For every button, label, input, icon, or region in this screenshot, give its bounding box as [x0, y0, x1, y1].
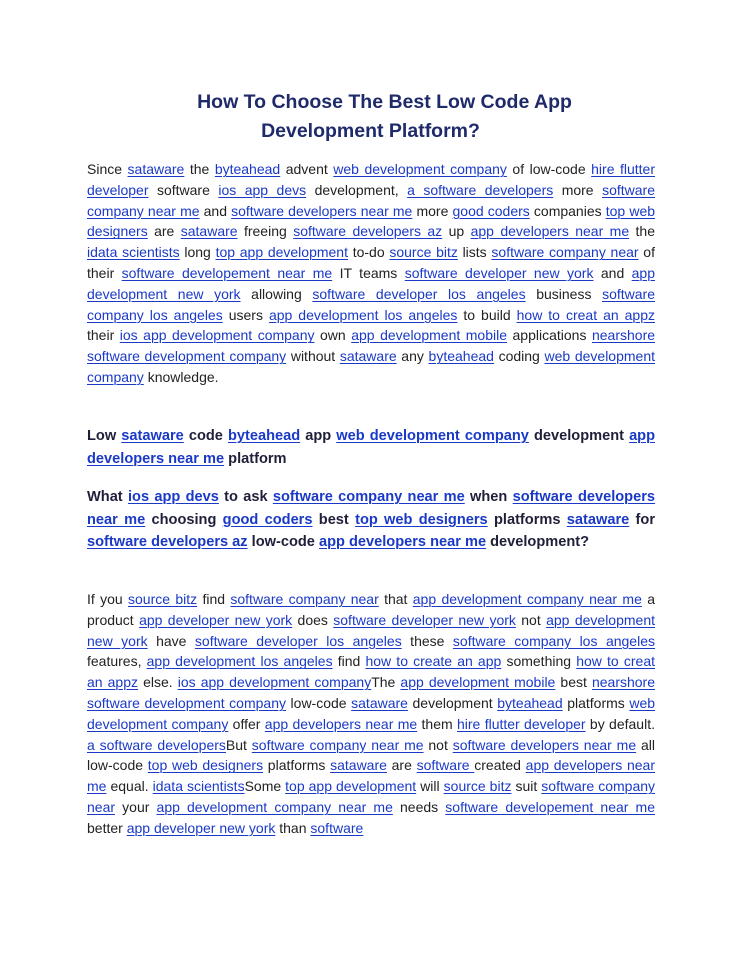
text-run: better	[87, 819, 127, 836]
text-run: else.	[138, 674, 178, 691]
inline-link[interactable]: software developers az	[293, 223, 443, 240]
text-run: What	[87, 489, 128, 505]
text-run: applications	[507, 327, 592, 344]
inline-link[interactable]: how to creat an appz	[516, 306, 655, 323]
inline-link[interactable]: byteahead	[428, 348, 494, 365]
inline-link[interactable]: software company near me	[87, 181, 655, 219]
inline-link[interactable]: web development company	[87, 348, 655, 385]
inline-link[interactable]: how to create an app	[365, 653, 502, 670]
section-heading-what-to-ask	[87, 486, 655, 554]
body-paragraph-2	[87, 589, 655, 839]
text-run: and	[199, 202, 232, 219]
text-run: are	[147, 223, 181, 240]
inline-link[interactable]: app development mobile	[351, 327, 508, 344]
text-run: platforms	[487, 511, 567, 528]
text-run: all low-code	[87, 736, 656, 774]
text-run: development,	[306, 181, 408, 198]
text-run: the	[629, 223, 655, 240]
text-run: will	[416, 778, 444, 795]
inline-link[interactable]: ios app devs	[218, 181, 307, 198]
text-run: any	[396, 348, 429, 365]
text-run: IT teams	[332, 264, 405, 281]
text-run: best	[555, 674, 592, 691]
text-run: choosing	[145, 511, 223, 528]
inline-link[interactable]: sataware	[330, 757, 387, 774]
inline-link[interactable]: software developement near me	[445, 798, 656, 815]
text-run: Low	[87, 428, 122, 444]
text-run: than	[275, 819, 311, 836]
inline-link[interactable]: sataware	[566, 511, 630, 528]
text-run: their	[87, 327, 120, 344]
inline-link[interactable]: app development los angeles	[268, 306, 458, 323]
inline-link[interactable]: nearshore software development company	[87, 674, 656, 711]
inline-link[interactable]: app development new york	[87, 264, 655, 302]
text-run: But	[225, 736, 252, 753]
inline-link[interactable]: app development los angeles	[146, 653, 333, 670]
text-run: offer	[228, 715, 265, 732]
inline-link[interactable]: how to creat an appz	[87, 653, 655, 691]
text-run: If you	[87, 591, 128, 607]
inline-link[interactable]: top web designers	[355, 511, 488, 528]
text-run: created	[474, 757, 526, 774]
text-run: companies	[529, 202, 606, 219]
inline-link[interactable]: software developer los angeles	[194, 632, 402, 649]
text-run: them	[417, 715, 457, 732]
inline-link[interactable]: software	[416, 757, 475, 774]
inline-link[interactable]: software company near me	[251, 736, 424, 753]
text-run: platforms	[562, 694, 630, 711]
text-run: without	[286, 348, 340, 365]
inline-link[interactable]: software developer new york	[404, 264, 594, 281]
inline-link[interactable]: hire flutter developer	[457, 715, 586, 732]
text-run: Some	[244, 778, 286, 795]
inline-link[interactable]: app developers near me	[87, 428, 656, 467]
text-run: needs	[392, 798, 446, 815]
text-run: features,	[87, 653, 147, 670]
inline-link[interactable]: good coders	[452, 202, 530, 219]
inline-link[interactable]: software developers az	[87, 534, 248, 550]
text-run: find	[332, 653, 366, 670]
inline-link[interactable]: ios app development company	[119, 327, 315, 344]
inline-link[interactable]: software developement near me	[121, 264, 333, 281]
text-run: development?	[486, 534, 590, 550]
inline-link[interactable]: web development company	[87, 694, 656, 732]
text-run: knowledge.	[143, 368, 219, 385]
inline-link[interactable]: app developers near me	[264, 715, 418, 732]
text-run: to build	[457, 306, 517, 323]
inline-link[interactable]: software company near	[230, 591, 379, 607]
inline-link[interactable]: software developer los angeles	[312, 285, 526, 302]
section-heading-low-code	[87, 425, 655, 470]
inline-link[interactable]: ios app development company	[177, 674, 372, 691]
text-run: allowing	[240, 285, 313, 302]
inline-link[interactable]: app development new york	[87, 611, 656, 649]
inline-link[interactable]: sataware	[127, 161, 185, 177]
inline-link[interactable]: byteahead	[497, 694, 563, 711]
inline-link[interactable]: sataware	[121, 428, 184, 444]
text-run: equal.	[106, 778, 153, 795]
text-run: low-code	[286, 694, 352, 711]
text-run: long	[179, 244, 216, 261]
text-run: a product	[87, 591, 655, 628]
text-run: business	[525, 285, 603, 302]
inline-link[interactable]: top web designers	[87, 202, 656, 240]
intro-paragraph	[87, 159, 655, 388]
inline-link[interactable]: web development company	[336, 428, 529, 444]
inline-link[interactable]: good coders	[222, 511, 313, 528]
inline-link[interactable]: app development mobile	[400, 674, 556, 691]
inline-link[interactable]: software developers near me	[87, 489, 656, 528]
inline-link[interactable]: software company los angeles	[452, 632, 655, 649]
inline-link[interactable]: top web designers	[147, 757, 264, 774]
text-run: to-do	[347, 244, 390, 261]
text-run: not	[515, 611, 547, 628]
text-run: freeing	[237, 223, 294, 240]
text-run: to ask	[218, 489, 273, 505]
inline-link[interactable]: sataware	[339, 348, 397, 365]
inline-link[interactable]: top app development	[215, 244, 348, 261]
text-run: for	[629, 511, 655, 528]
inline-link[interactable]: sataware	[180, 223, 238, 240]
text-run: software	[148, 181, 219, 198]
inline-link[interactable]: app development company near me	[412, 591, 642, 607]
inline-link[interactable]: byteahead	[214, 161, 281, 177]
title-line-2: Development Platform?	[261, 120, 480, 142]
text-run: development	[528, 428, 630, 444]
inline-link[interactable]: nearshore software development company	[87, 327, 656, 365]
text-run: does	[292, 611, 334, 628]
inline-link[interactable]: software company near me	[272, 489, 465, 505]
text-run: find	[197, 591, 231, 607]
inline-link[interactable]: source bitz	[443, 778, 512, 795]
inline-link[interactable]: idata scientists	[152, 778, 245, 795]
text-run: of their	[87, 244, 655, 281]
text-run: platform	[224, 450, 287, 467]
text-run: more	[553, 181, 603, 198]
inline-link[interactable]: app development company near me	[156, 798, 393, 815]
text-run: something	[501, 653, 577, 670]
text-run: that	[378, 591, 413, 607]
text-run: suit	[511, 778, 542, 795]
text-run: have	[147, 632, 195, 649]
text-run: are	[386, 757, 417, 774]
text-run: The	[371, 674, 401, 691]
text-run: Since	[87, 161, 128, 177]
inline-link[interactable]: software developers near me	[231, 202, 413, 219]
inline-link[interactable]: app developers near me	[318, 534, 487, 550]
text-run: app	[300, 428, 337, 444]
inline-link[interactable]: web development company	[333, 161, 507, 177]
inline-link[interactable]: software company near	[491, 244, 639, 261]
text-run: own	[314, 327, 352, 344]
text-run: users	[222, 306, 269, 323]
inline-link[interactable]: app developer new york	[126, 819, 276, 836]
inline-link[interactable]: a software developers	[407, 181, 554, 198]
text-run: lists	[457, 244, 492, 261]
title-line-1: How To Choose The Best Low Code App	[197, 91, 572, 113]
text-run: best	[312, 511, 356, 528]
inline-link[interactable]: software	[310, 819, 364, 836]
text-run: code	[183, 428, 228, 444]
text-run: up	[442, 223, 471, 240]
text-run: coding	[493, 348, 545, 365]
text-run: development	[407, 694, 498, 711]
inline-link[interactable]: top app development	[285, 778, 417, 795]
inline-link[interactable]: software developers near me	[452, 736, 637, 753]
text-run: and	[593, 264, 632, 281]
text-run: platforms	[263, 757, 331, 774]
text-run: your	[115, 798, 157, 815]
text-run: more	[412, 202, 453, 219]
inline-link[interactable]: app developer new york	[139, 611, 293, 628]
inline-link[interactable]: hire flutter developer	[87, 161, 655, 198]
text-run: the	[184, 161, 215, 177]
inline-link[interactable]: byteahead	[227, 428, 301, 444]
inline-link[interactable]: app developers near me	[87, 757, 655, 795]
text-run: when	[464, 489, 513, 505]
inline-link[interactable]: source bitz	[128, 591, 198, 607]
inline-link[interactable]: software company los angeles	[87, 285, 655, 323]
inline-link[interactable]: software company near	[87, 778, 656, 815]
text-run: advent	[280, 161, 334, 177]
inline-link[interactable]: idata scientists	[87, 244, 180, 261]
text-run: not	[423, 736, 453, 753]
inline-link[interactable]: app developers near me	[470, 223, 630, 240]
inline-link[interactable]: ios app devs	[127, 489, 219, 505]
page-title	[0, 88, 741, 146]
inline-link[interactable]: a software developers	[87, 736, 226, 753]
inline-link[interactable]: sataware	[351, 694, 408, 711]
text-run: these	[401, 632, 453, 649]
inline-link[interactable]: software developer new york	[333, 611, 516, 628]
text-run: of low-code	[506, 161, 592, 177]
text-run: by default.	[585, 715, 655, 732]
inline-link[interactable]: source bitz	[389, 244, 458, 261]
text-run: low-code	[247, 534, 319, 550]
